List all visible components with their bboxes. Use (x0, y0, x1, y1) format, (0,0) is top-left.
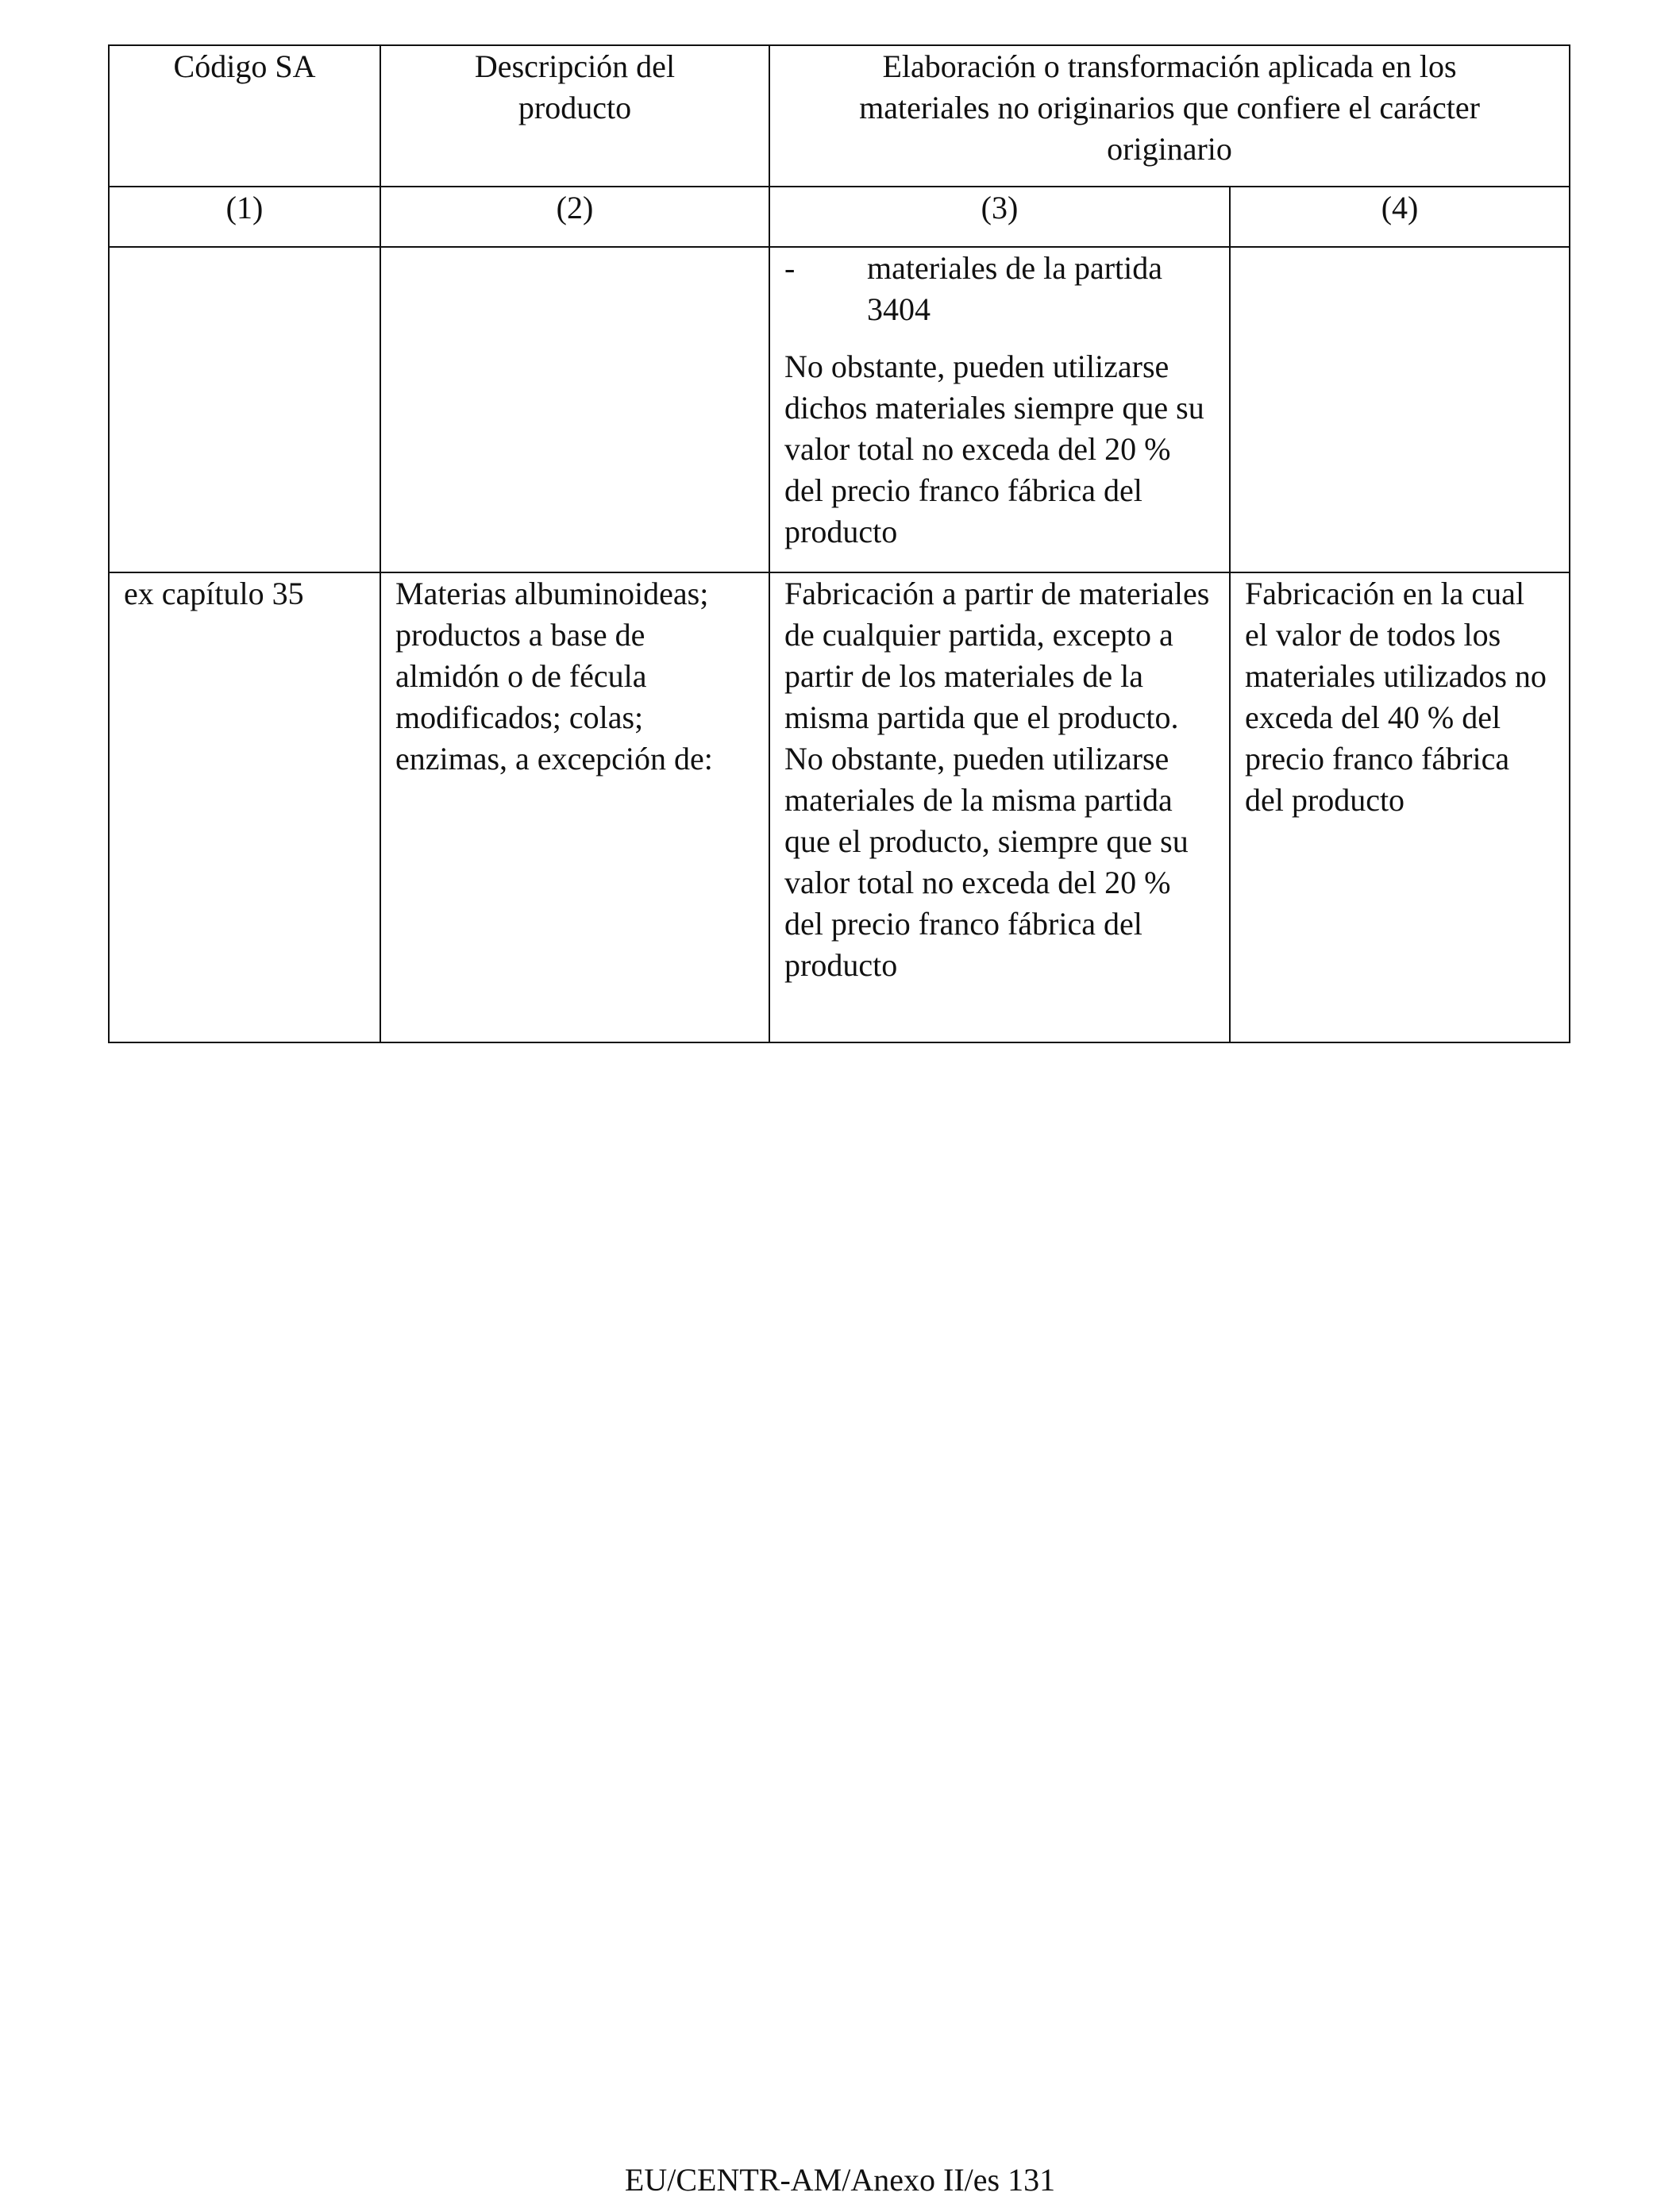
header-hs-code-text: Código SA (173, 48, 316, 84)
list-item-text: materiales de la partida 3404 (867, 250, 1163, 327)
column-number-2: (2) (380, 187, 769, 247)
column-number-4: (4) (1230, 187, 1570, 247)
header-hs-code (109, 45, 380, 187)
header-product-description (380, 45, 769, 187)
column-number-1: (1) (109, 187, 380, 247)
cell-code-empty (109, 247, 380, 572)
header-description-line-1: Descripción del (474, 48, 676, 84)
cell-description-empty (380, 247, 769, 572)
column-number-row (109, 187, 1570, 247)
header-description-line-2: producto (518, 90, 632, 125)
cell-alt-rule-empty (1230, 247, 1570, 572)
dash-list-item (784, 248, 1215, 330)
header-working-line-3: originario (1107, 131, 1232, 167)
table-row (109, 572, 1570, 1042)
column-number-3: (3) (769, 187, 1230, 247)
table-header-row (109, 45, 1570, 187)
origin-rules-table (108, 44, 1570, 1043)
table-row (109, 247, 1570, 572)
cell-rule-continuation (769, 247, 1230, 572)
cell-product-description: Materias albuminoideas; productos a base de almidón o de fécula modificados; colas; enzimas, a excepción de: (380, 572, 769, 1042)
rule-note: No obstante, pueden utilizarse dichos materiales siempre que su valor total no exceda del 20 % del precio franco fábrica del producto (784, 349, 1204, 549)
list-dash: - (784, 250, 796, 286)
cell-working-rule: Fabricación a partir de materiales de cualquier partida, excepto a partir de los materiales de la misma partida que el producto. No obstante, pueden utilizarse materiales de la misma partida que el producto, siempre que su valor total no exceda del 20 % del precio franco fábrica del producto (769, 572, 1230, 1042)
cell-hs-code: ex capítulo 35 (109, 572, 380, 1042)
cell-alternative-rule: Fabricación en la cual el valor de todos los materiales utilizados no exceda del 40 % del precio franco fábrica del producto (1230, 572, 1570, 1042)
page-footer-reference: EU/CENTR-AM/Anexo II/es 131 (624, 2162, 1056, 2198)
header-working-line-1: Elaboración o transformación aplicada en los (882, 48, 1457, 84)
header-working-line-2: materiales no originarios que confiere el carácter (859, 90, 1480, 125)
header-working-processing (769, 45, 1570, 187)
